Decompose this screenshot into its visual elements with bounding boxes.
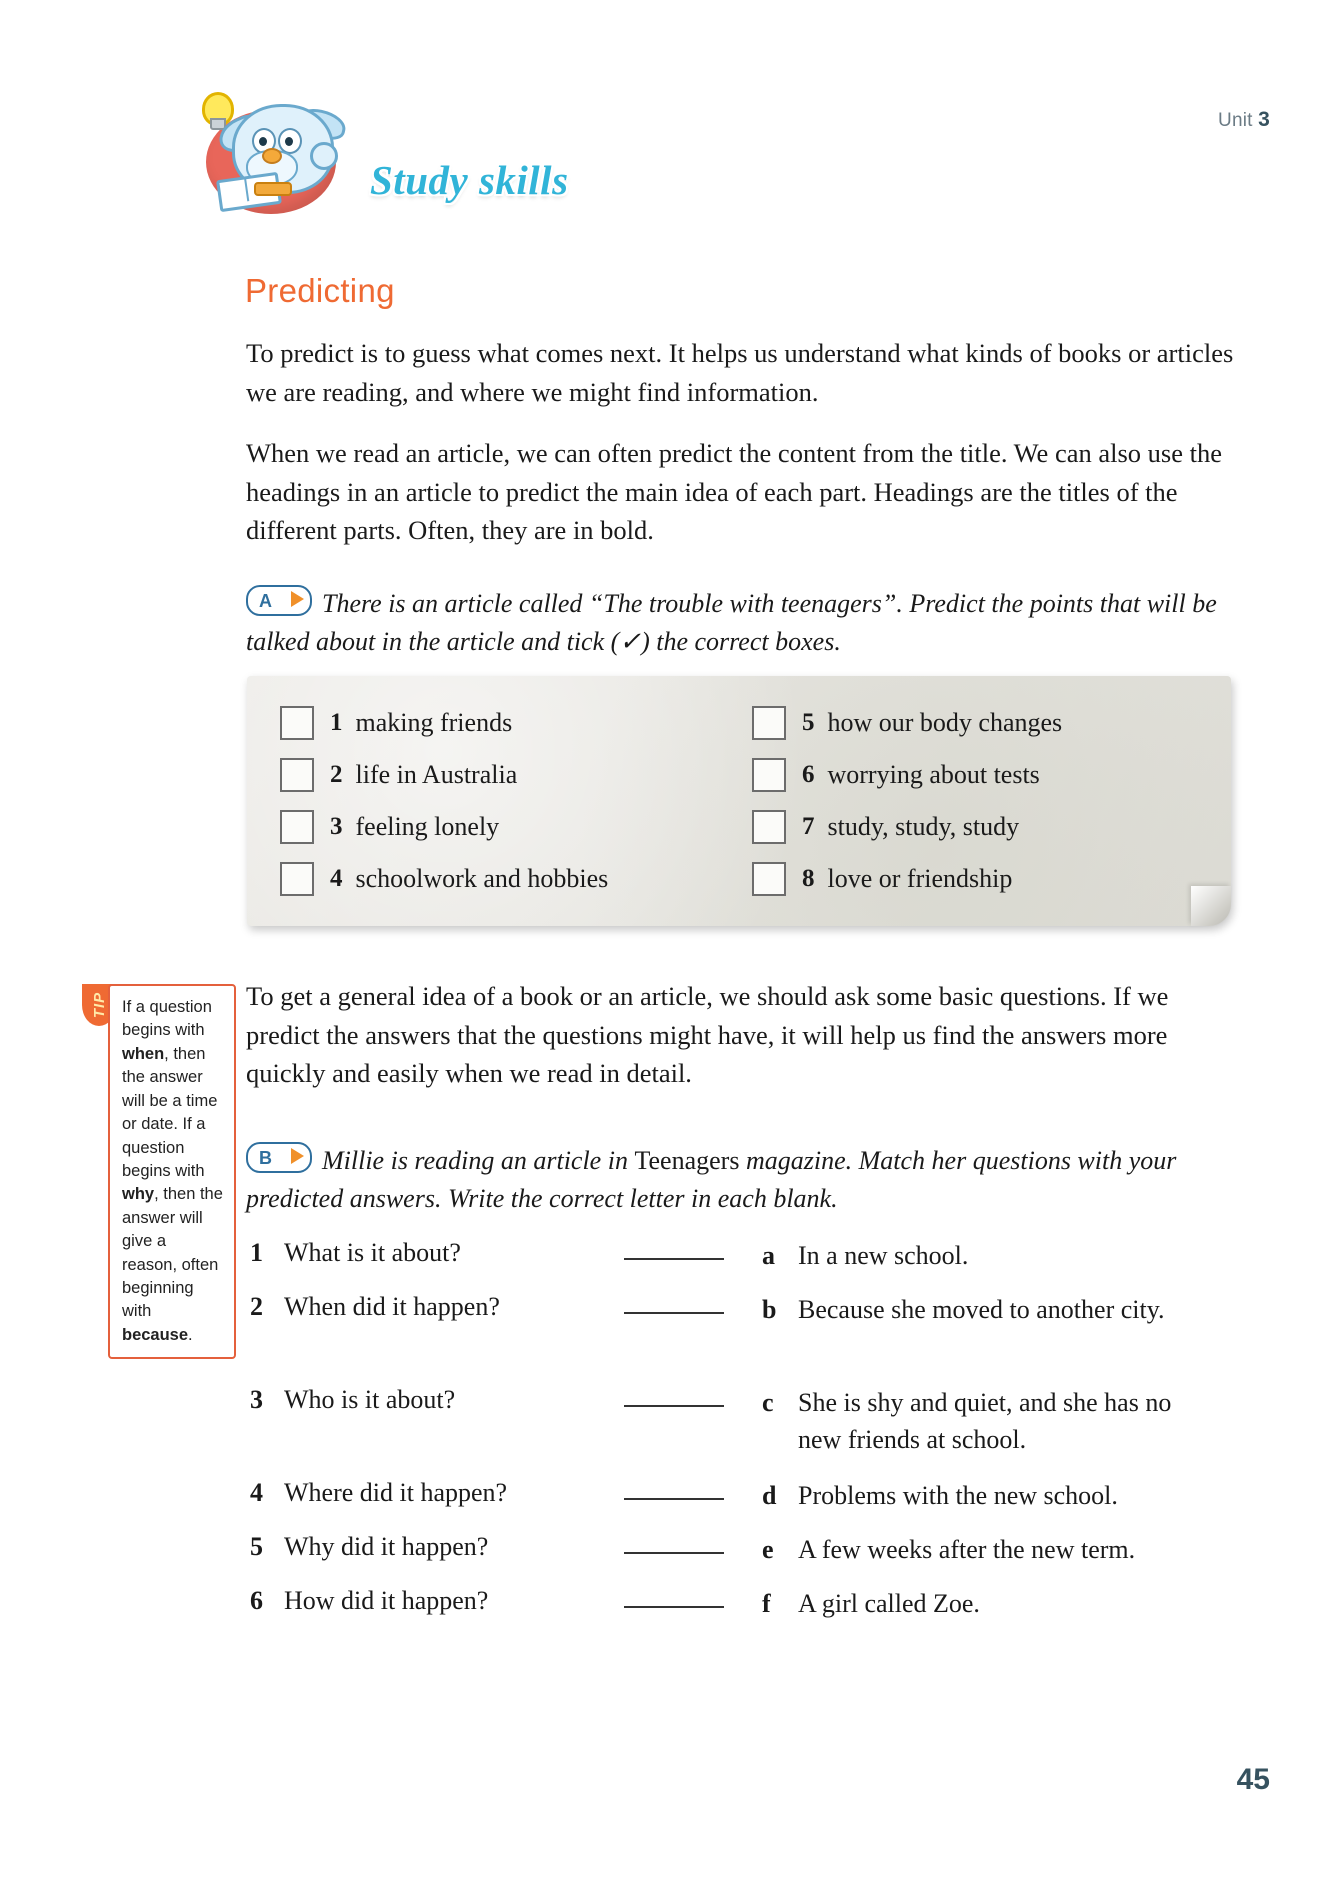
checkbox-item-7[interactable] [752,810,1019,844]
task-b-instruction-row [246,1142,1246,1219]
answer-blank-2[interactable] [624,1292,724,1314]
checkbox-item-2[interactable] [280,758,517,792]
question-text-2: When did it happen? [284,1292,500,1321]
question-number-4: 4 [250,1478,263,1507]
checkbox-7[interactable] [752,810,786,844]
answer-blank-3[interactable] [624,1385,724,1407]
answer-blank-6[interactable] [624,1586,724,1608]
answer-text-a: In a new school. [798,1241,969,1270]
checkbox-item-4[interactable] [280,862,608,896]
intro-paragraph-2: When we read an article, we can often predict the content from the title. We can also use the headings in an article to predict the main idea of each part. Headings are the titles of the different parts. Often, they are in bold. [246,438,1222,546]
answer-text-d: Problems with the new school. [798,1481,1118,1510]
unit-number: 3 [1258,108,1270,131]
tip-bold-why: why [122,1185,155,1204]
tip-line-3: , then the answer will give a reason, often beginning with [122,1185,223,1321]
page-number: 45 [1236,1763,1270,1796]
question-text-5: Why did it happen? [284,1532,489,1561]
answer-letter-c: c [762,1388,774,1417]
question-text-4: Where did it happen? [284,1478,508,1507]
task-b-magazine-name: Teenagers [634,1146,740,1175]
answer-row-a [762,1238,1218,1275]
unit-prefix: Unit [1218,110,1253,131]
answer-letter-b: b [762,1295,777,1324]
answer-text-f: A girl called Zoe. [798,1589,980,1618]
question-row-6 [250,1586,724,1616]
answer-letter-e: e [762,1535,774,1564]
checkbox-item-3[interactable] [280,810,499,844]
mascot-nose [262,148,282,164]
question-number-6: 6 [250,1586,263,1615]
intro-paragraph-3: To get a general idea of a book or an article, we should ask some basic questions. If we predict the answers that the questions might have, it will help us find the answers more quickly and easily when we read in detail. [246,981,1169,1089]
checkbox-label-8: love or friendship [827,864,1013,893]
checkbox-item-1[interactable] [280,706,512,740]
answer-blank-5[interactable] [624,1532,724,1554]
checkbox-label-4: schoolwork and hobbies [355,864,609,893]
answer-letter-a: a [762,1241,775,1270]
mascot-collar [254,182,292,196]
checkbox-item-8[interactable] [752,862,1012,896]
task-a-options-panel [247,676,1231,926]
answer-row-c [762,1385,1218,1459]
tip-box [108,984,236,1359]
checkbox-number-6: 6 [802,761,815,788]
checkbox-label-6: worrying about tests [827,760,1040,789]
question-number-1: 1 [250,1238,263,1267]
tip-bold-because: because [122,1325,189,1344]
answer-blank-1[interactable] [624,1238,724,1260]
checkbox-1[interactable] [280,706,314,740]
checkbox-number-8: 8 [802,865,815,892]
arrow-right-icon [291,591,304,607]
page-title: Predicting [245,272,395,309]
checkbox-label-3: feeling lonely [355,812,500,841]
tip-line-1: If a question begins with [122,998,212,1040]
question-number-2: 2 [250,1292,263,1321]
banner-title: Study skills [370,157,569,203]
question-text-1: What is it about? [284,1238,461,1267]
answer-row-f [762,1586,1218,1623]
mascot-hand [310,142,338,170]
unit-label [1218,108,1270,132]
study-skills-mascot-icon [192,88,352,218]
answer-text-c: She is shy and quiet, and she has no new friends at school. [798,1388,1172,1454]
question-number-5: 5 [250,1532,263,1561]
checkbox-number-3: 3 [330,813,343,840]
checkbox-number-1: 1 [330,709,343,736]
tip-text [122,996,224,1347]
answer-row-e [762,1532,1218,1569]
task-b-badge-letter: B [259,1148,272,1168]
task-a-instruction: There is an article called “The trouble with teenagers”. Predict the points that will be talked about in the article and tick (✓) the correct boxes. [246,589,1217,657]
tip-badge: TIP [82,984,116,1026]
checkbox-3[interactable] [280,810,314,844]
question-row-5 [250,1532,724,1562]
checkbox-label-5: how our body changes [827,708,1063,737]
answer-letter-f: f [762,1589,771,1618]
task-a-badge [246,585,312,616]
task-a-instruction-row [246,585,1246,662]
question-row-1 [250,1238,724,1268]
checkbox-6[interactable] [752,758,786,792]
checkbox-item-5[interactable] [752,706,1062,740]
answer-text-b: Because she moved to another city. [798,1295,1165,1324]
intro-paragraph-1: To predict is to guess what comes next. It helps us understand what kinds of books or articles we are reading, and where we might find information. [246,338,1234,407]
checkbox-number-5: 5 [802,709,815,736]
question-number-3: 3 [250,1385,263,1414]
checkbox-number-7: 7 [802,813,815,840]
answer-letter-d: d [762,1481,777,1510]
checkbox-2[interactable] [280,758,314,792]
tip-line-2: , then the answer will be a time or date. If a question begins with [122,1044,218,1180]
question-row-2 [250,1292,724,1322]
answer-row-b [762,1292,1218,1329]
checkbox-number-2: 2 [330,761,343,788]
task-a-badge-letter: A [259,591,272,611]
tip-line-4: . [188,1325,193,1344]
checkbox-8[interactable] [752,862,786,896]
question-row-4 [250,1478,724,1508]
task-b-badge [246,1142,312,1173]
checkbox-label-2: life in Australia [355,760,518,789]
question-row-3 [250,1385,724,1415]
question-text-3: Who is it about? [284,1385,456,1414]
arrow-right-icon [291,1148,304,1164]
checkbox-label-7: study, study, study [827,812,1020,841]
checkbox-item-6[interactable] [752,758,1040,792]
checkbox-number-4: 4 [330,865,343,892]
tip-bold-when: when [122,1044,165,1063]
answer-text-e: A few weeks after the new term. [798,1535,1136,1564]
question-text-6: How did it happen? [284,1586,489,1615]
checkbox-label-1: making friends [355,708,513,737]
answer-row-d [762,1478,1218,1515]
task-b-instruction-part-2: magazine. Match her questions with your predicted answers. Write the correct letter in each blank. [246,1146,1177,1214]
task-b-instruction-part-1: Millie is reading an article in [322,1146,635,1175]
answer-blank-4[interactable] [624,1478,724,1500]
checkbox-4[interactable] [280,862,314,896]
checkbox-5[interactable] [752,706,786,740]
